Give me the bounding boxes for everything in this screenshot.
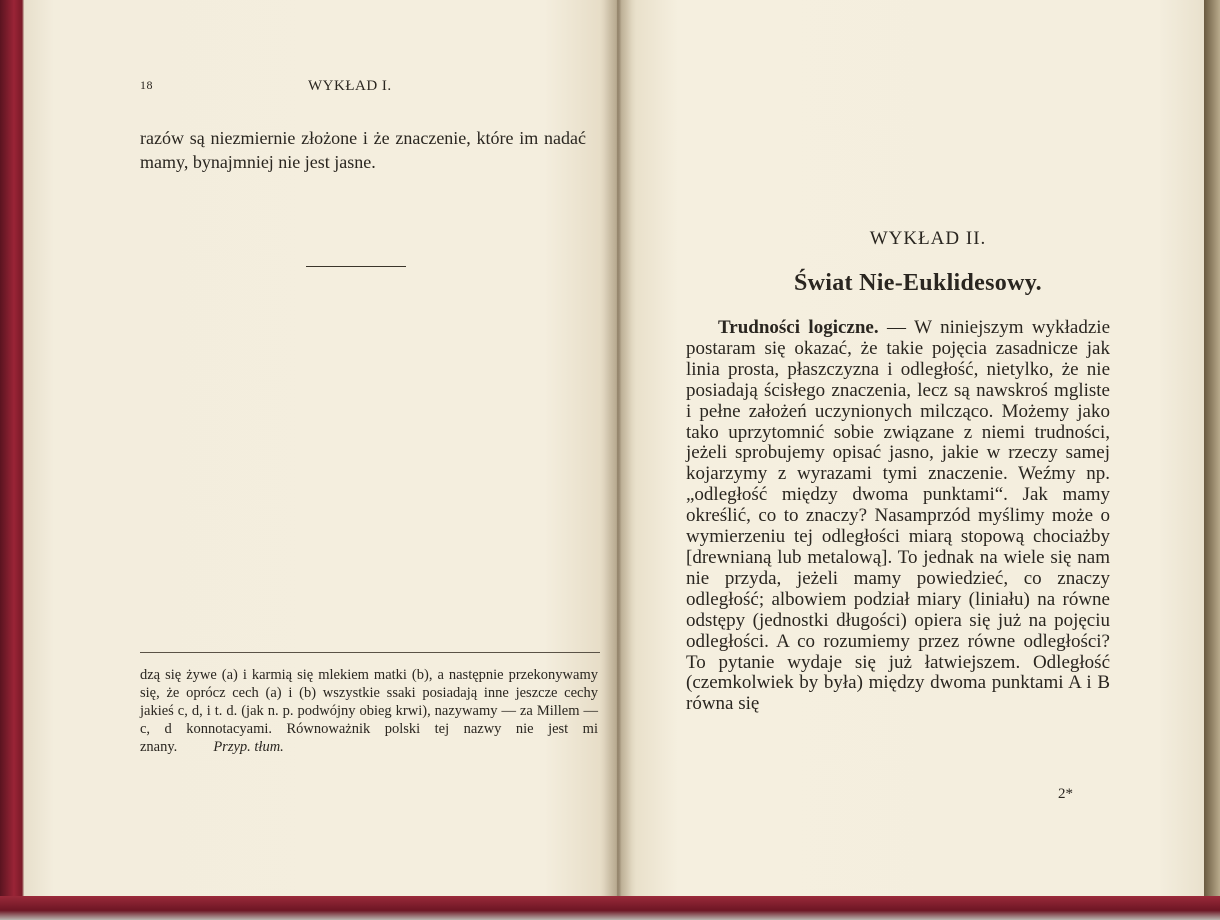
left-running-head-title: WYKŁAD I. [308,78,392,94]
footnote [140,666,598,756]
signature-mark: 2* [1058,786,1073,802]
chapter-heading: WYKŁAD II. [869,228,987,249]
paragraph-lead: Trudności logiczne. [718,317,879,338]
footnote-signature: Przyp. tłum. [213,739,284,755]
paragraph-body: — W niniejszym wykładzie postaram się okazać, że takie pojęcia zasadnicze jak linia prosta, płaszczyzna i odległość, nietylko, że nie posiadają ścisłego znaczenia, lecz są nawskroś mgliste i pełne założeń uczynionych milcząco. Możemy jako tako uprzytomnić sobie związane z niemi trudności, jeżeli sprobujemy opisać jasno, jakie w rzeczy samej kojarzymy z wyrazami tymi znaczenie. Weźmy np. „odległość między dwoma punktami“. Jak mamy określić, co to znaczy? Nasamprzód myślimy może o wymierzeniu tej odległości miarą stopową chociażby [drewnianą lub metalową]. To jednak na wiele się nam nie przyda, jeżeli mamy powiedzieć, co znaczy odległość; albowiem podział miary (liniału) na równe odstępy (jednostki długości) opiera się już na pojęciu odległości. A co rozumiemy przez równe odległości? To pytanie wydaje się już łatwiejszem. Odległość (czemkolwiek by była) między dwoma punktami A i B równa się [686,317,1110,715]
book-bottom-edge [0,896,1220,920]
left-body-text [140,126,586,174]
book-gutter [600,0,636,900]
footnote-text: dzą się żywe (a) i karmią się mlekiem matki (b), a następnie przekonywamy się, że oprócz cech (a) i (b) wszystkie ssaki posiadają inne jeszcze cechy jakieś c, d, i t. d. (jak n. p. podwójny obieg krwi), nazywamy — za Millem — c, d konnotacyami. Równoważnik polski tej nazwy nie jest mi znany. [140,667,598,755]
chapter-title: Świat Nie-Euklidesowy. [794,270,1042,296]
left-page [24,0,618,900]
right-body-text [686,318,1110,715]
footnote-rule [140,652,600,653]
right-page [618,0,1204,900]
left-page-number: 18 [140,78,153,92]
right-body-paragraph [686,318,1110,715]
section-end-rule [306,266,406,267]
left-body-paragraph: razów są niezmiernie złożone i że znaczenie, które im nadać mamy, bynajmniej nie jest jasne. [140,128,586,172]
right-page-edges [1204,0,1220,900]
